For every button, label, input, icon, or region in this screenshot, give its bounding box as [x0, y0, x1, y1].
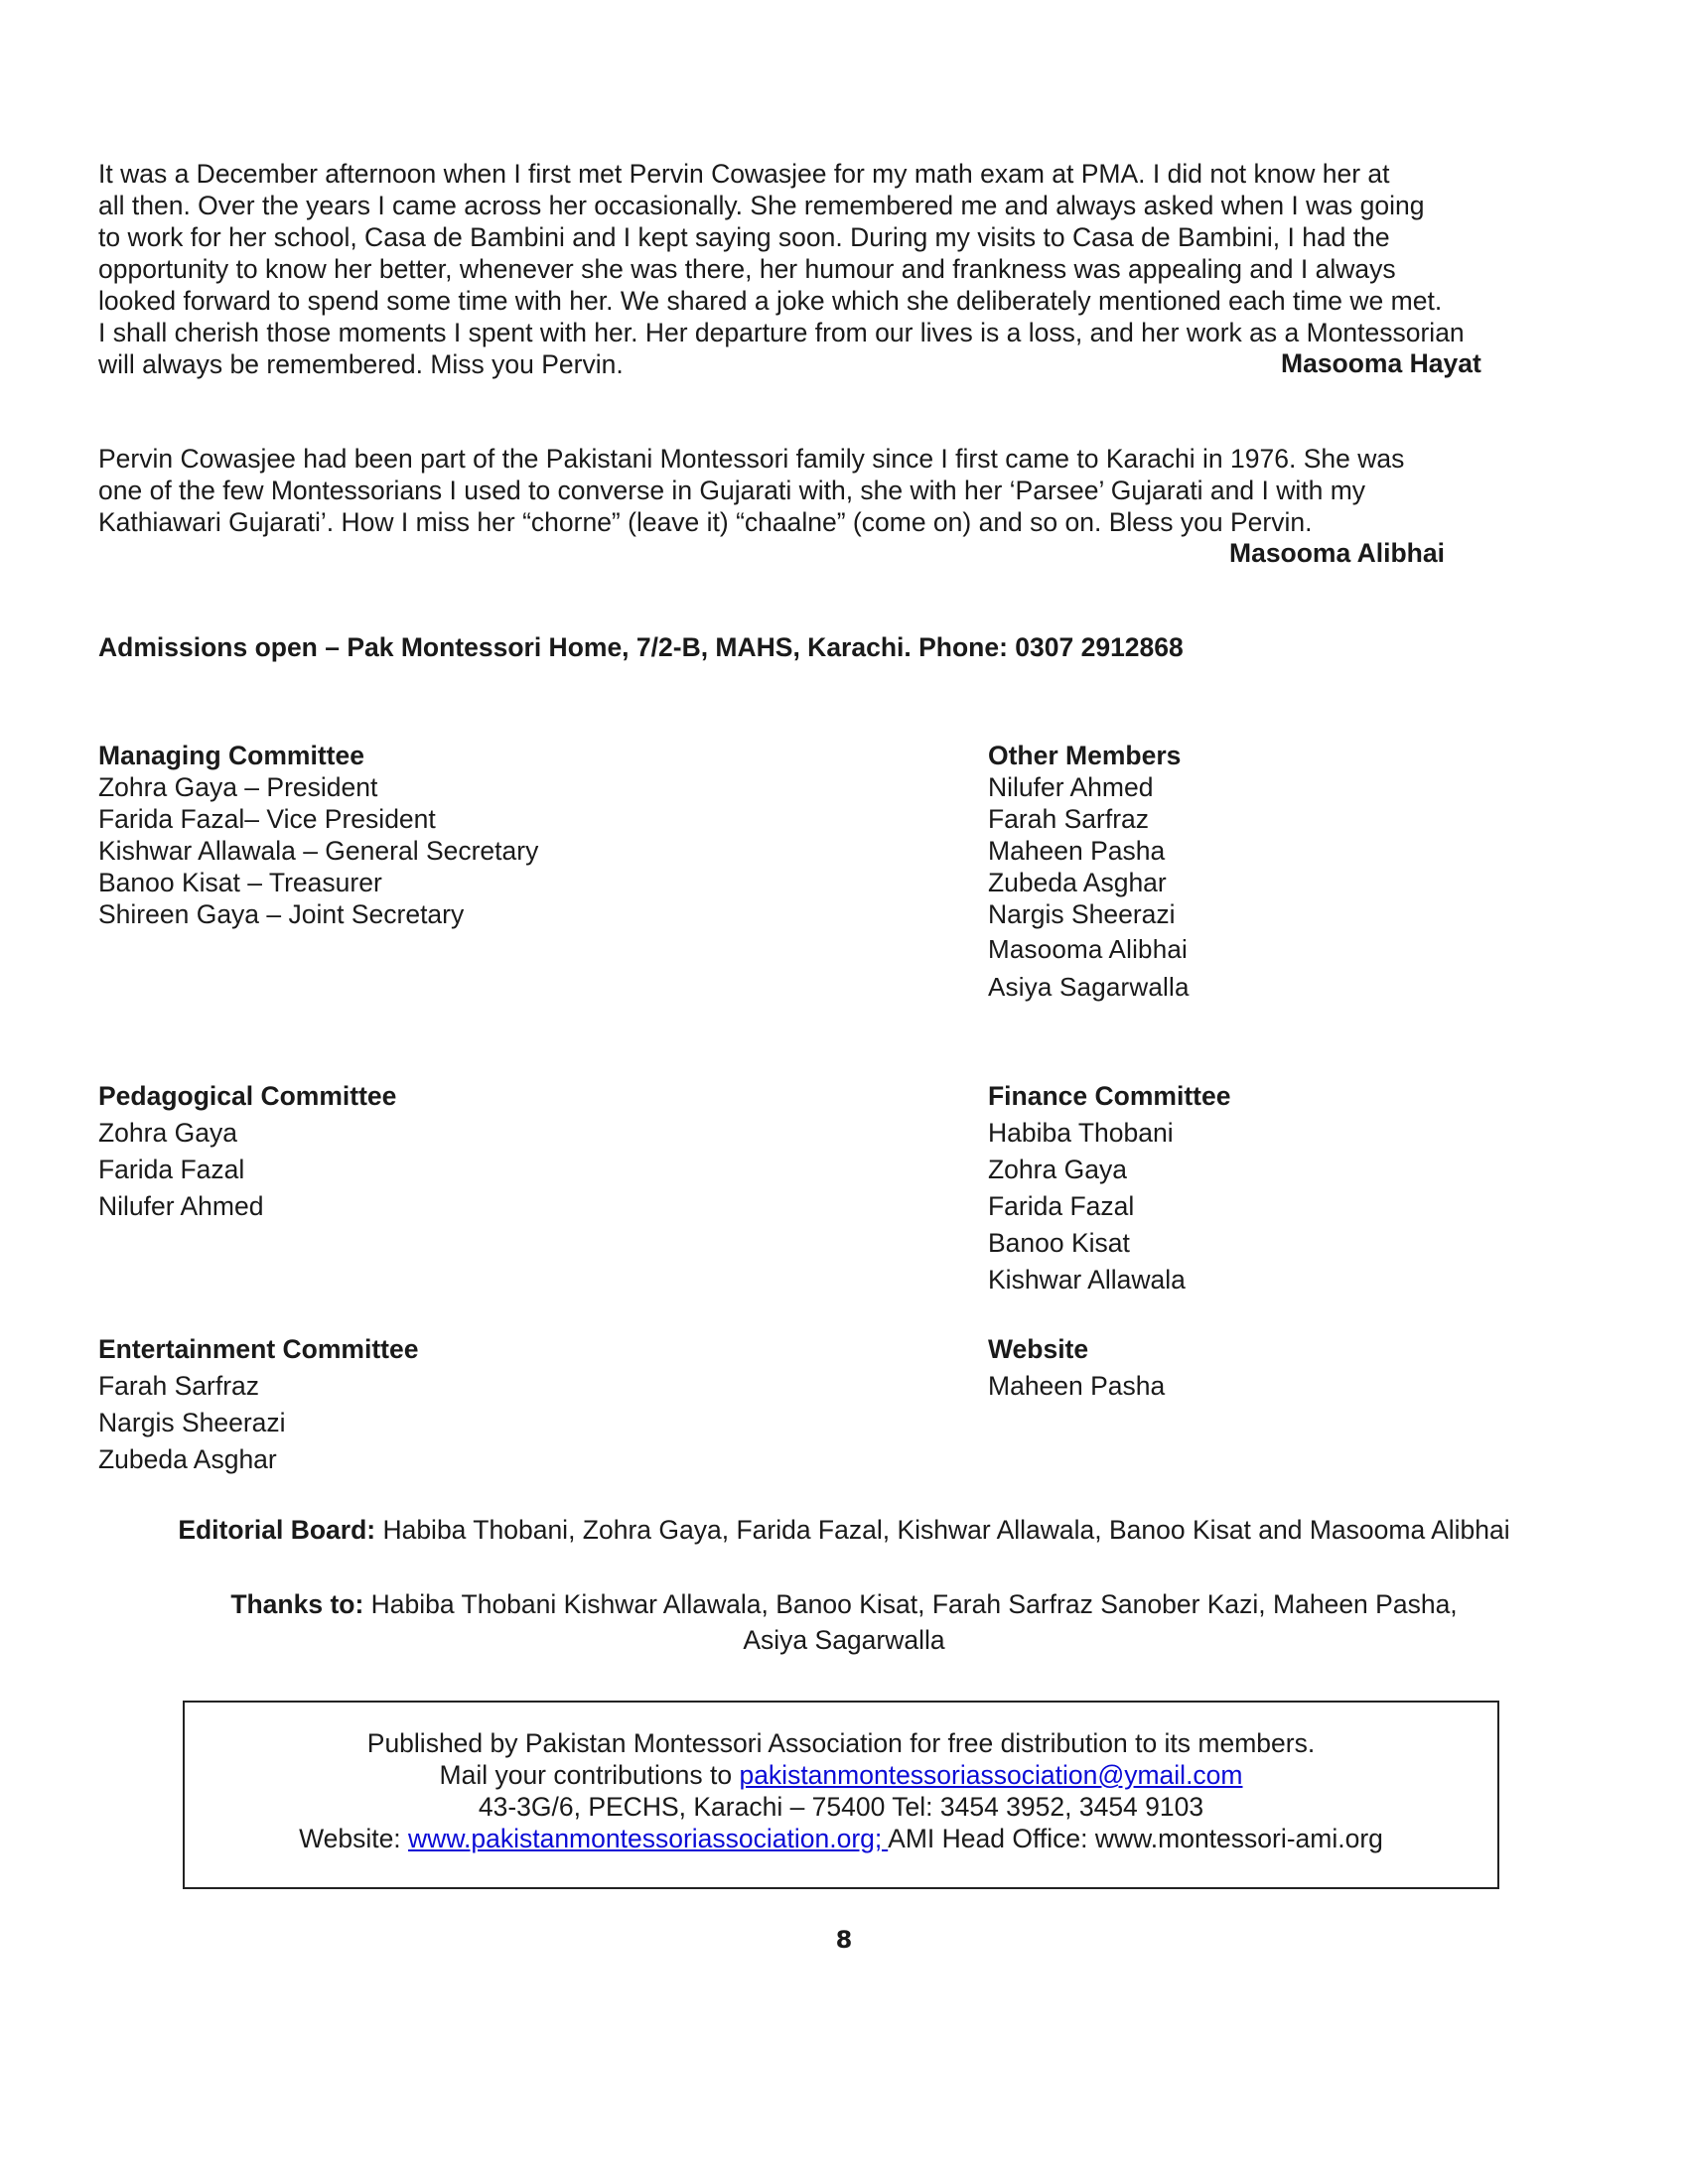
- committee-title: Finance Committee: [988, 1081, 1231, 1111]
- pedagogical-committee: [98, 1078, 396, 1225]
- committee-member: Habiba Thobani: [988, 1118, 1174, 1148]
- committee-title: Website: [988, 1334, 1089, 1364]
- tribute-line: will always be remembered. Miss you Pervin.: [98, 349, 624, 379]
- thanks-names: Habiba Thobani Kishwar Allawala, Banoo Kisat, Farah Sarfraz Sanober Kazi, Maheen Pasha,: [363, 1589, 1458, 1619]
- tribute-line: one of the few Montessorians I used to converse in Gujarati with, she with her ‘Parsee’ Gujarati and I with my: [98, 476, 1366, 505]
- editorial-board: [0, 1515, 1688, 1546]
- tribute-line: Kathiawari Gujarati’. How I miss her “chorne” (leave it) “chaalne” (come on) and so on. Bless you Pervin.: [98, 507, 1313, 537]
- committee-member: Farah Sarfraz: [98, 1371, 260, 1401]
- mail-prefix: Mail your contributions to: [439, 1760, 740, 1790]
- committee-title: Managing Committee: [98, 741, 364, 770]
- tribute-line: Pervin Cowasjee had been part of the Pakistani Montessori family since I first came to Karachi in 1976. She was: [98, 444, 1405, 474]
- committee-member: Banoo Kisat: [988, 1228, 1130, 1258]
- committee-member: Zohra Gaya: [98, 1118, 237, 1148]
- committee-member: Zohra Gaya – President: [98, 772, 378, 802]
- tribute-line: opportunity to know her better, whenever she was there, her humour and frankness was appealing and I always: [98, 254, 1396, 284]
- committee-member: Zohra Gaya: [988, 1155, 1127, 1184]
- thanks-names-line2: Asiya Sagarwalla: [743, 1625, 945, 1655]
- committee-member: Asiya Sagarwalla: [988, 972, 1190, 1002]
- committee-member: Kishwar Allawala – General Secretary: [98, 836, 539, 866]
- editorial-board-label: Editorial Board:: [178, 1515, 376, 1545]
- managing-committee: [98, 740, 538, 930]
- editorial-board-names: Habiba Thobani, Zohra Gaya, Farida Fazal, Kishwar Allawala, Banoo Kisat and Masooma Alibhai: [375, 1515, 1510, 1545]
- tribute-line: all then. Over the years I came across her occasionally. She remembered me and always asked when I was going: [98, 191, 1425, 220]
- website-link[interactable]: www.pakistanmontessoriassociation.org;: [408, 1824, 889, 1853]
- publisher-info-box: [183, 1701, 1499, 1889]
- email-link[interactable]: pakistanmontessoriassociation@ymail.com: [739, 1760, 1243, 1790]
- committee-member: Zubeda Asghar: [98, 1444, 277, 1474]
- website-line: [185, 1823, 1497, 1854]
- website-prefix: Website:: [299, 1824, 409, 1853]
- committee-member: Maheen Pasha: [988, 1371, 1166, 1401]
- admissions-notice: Admissions open – Pak Montessori Home, 7/2-B, MAHS, Karachi. Phone: 0307 2912868: [98, 632, 1184, 662]
- thanks-section: [0, 1586, 1688, 1658]
- tribute-line: It was a December afternoon when I first met Pervin Cowasjee for my math exam at PMA. I did not know her at: [98, 159, 1390, 189]
- page-number: 8: [835, 1926, 853, 1954]
- finance-committee: [988, 1078, 1230, 1298]
- signature-masooma-alibhai: Masooma Alibhai: [1229, 538, 1445, 568]
- committee-member: Farida Fazal: [988, 1191, 1135, 1221]
- committee-member: Nargis Sheerazi: [988, 899, 1176, 929]
- committee-member: Masooma Alibhai: [988, 934, 1188, 964]
- committee-member: Farida Fazal: [98, 1155, 245, 1184]
- signature-masooma-hayat: Masooma Hayat: [1281, 348, 1481, 378]
- other-members: [988, 740, 1190, 1006]
- committee-member: Farida Fazal– Vice President: [98, 804, 436, 834]
- committee-member: Kishwar Allawala: [988, 1265, 1186, 1295]
- committee-member: Zubeda Asghar: [988, 868, 1167, 897]
- committee-member: Banoo Kisat – Treasurer: [98, 868, 382, 897]
- tribute-masooma-hayat: [98, 158, 1538, 380]
- committee-title: Entertainment Committee: [98, 1334, 419, 1364]
- tribute-line: I shall cherish those moments I spent with her. Her departure from our lives is a loss, and her work as a Montessorian: [98, 318, 1465, 347]
- committee-title: Other Members: [988, 741, 1182, 770]
- committee-member: Nargis Sheerazi: [98, 1408, 286, 1437]
- entertainment-committee: [98, 1331, 418, 1478]
- committee-member: Nilufer Ahmed: [98, 1191, 264, 1221]
- committee-title: Pedagogical Committee: [98, 1081, 397, 1111]
- committee-member: Nilufer Ahmed: [988, 772, 1154, 802]
- tribute-line: looked forward to spend some time with her. We shared a joke which she deliberately mentioned each time we met.: [98, 286, 1443, 316]
- tribute-masooma-alibhai: [98, 443, 1538, 538]
- committee-member: Maheen Pasha: [988, 836, 1166, 866]
- tribute-line: to work for her school, Casa de Bambini and I kept saying soon. During my visits to Casa de Bambini, I had the: [98, 222, 1390, 252]
- committee-member: Farah Sarfraz: [988, 804, 1150, 834]
- mail-line: [185, 1759, 1497, 1791]
- address-line: 43-3G/6, PECHS, Karachi – 75400 Tel: 3454 3952, 3454 9103: [478, 1792, 1204, 1822]
- committee-member: Shireen Gaya – Joint Secretary: [98, 899, 465, 929]
- ami-office: AMI Head Office: www.montessori-ami.org: [888, 1824, 1383, 1853]
- publisher-line: Published by Pakistan Montessori Association for free distribution to its members.: [366, 1728, 1316, 1758]
- thanks-label: Thanks to:: [230, 1589, 364, 1619]
- website-committee: [988, 1331, 1165, 1405]
